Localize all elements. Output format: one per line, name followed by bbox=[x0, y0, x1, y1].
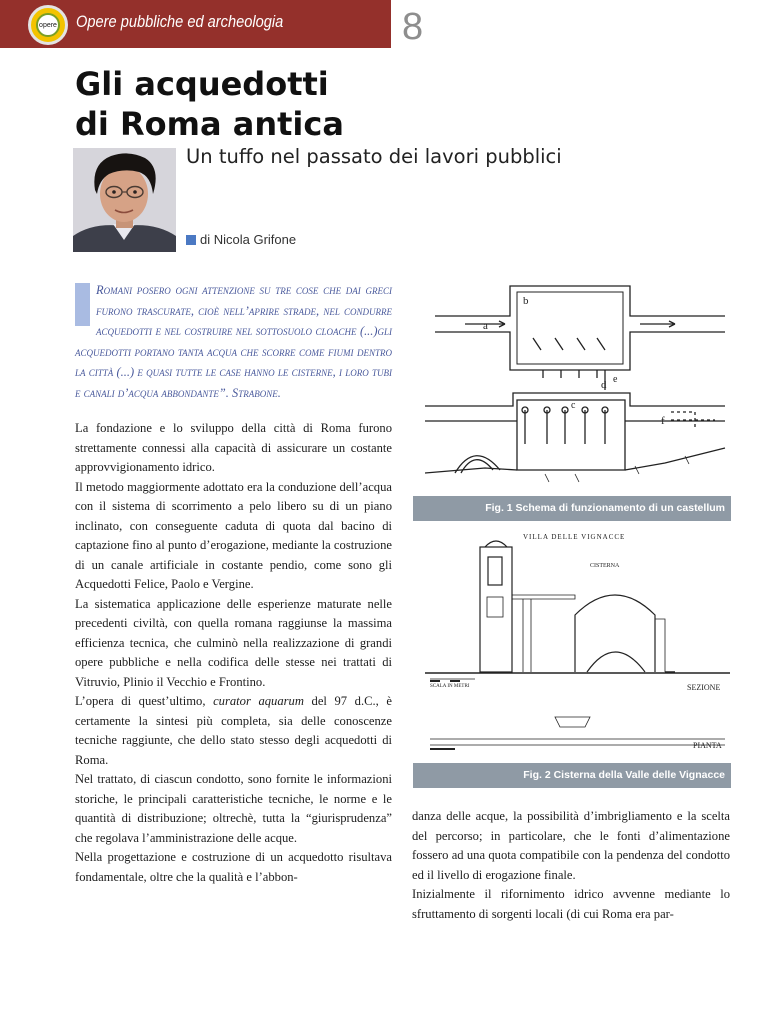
logo-text: opere bbox=[39, 21, 57, 29]
fig2-plan-label: PIANTA bbox=[693, 741, 722, 750]
author-name: di Nicola Grifone bbox=[200, 232, 297, 247]
title-line-2: di Roma antica bbox=[75, 105, 344, 143]
quote-text: Romani posero ogni attenzione su tre cose che dai greci furono trascurate, cioè nell’aprire strade, nel condurre acquedotti e nel costruire nel sottosuolo cloache (...)gli acquedotti portano tanta acqua che scorre come fiumi dentro la città (...) e quasi tutte le case hanno le cisterne, i loro tubi e canali d’acqua abbondante”. Strabone. bbox=[75, 283, 392, 400]
bullet-square-icon bbox=[186, 235, 196, 245]
figure-1-castellum-diagram bbox=[425, 278, 730, 493]
figure-1-caption: Fig. 1 Schema di funzionamento di un castellum bbox=[413, 496, 731, 521]
title-line-1: Gli acquedotti bbox=[75, 65, 329, 103]
latin-term: curator aquarum bbox=[213, 694, 304, 708]
fig1-label-c: c bbox=[571, 400, 576, 411]
fig1-label-a: a bbox=[483, 320, 488, 332]
right-column-body bbox=[412, 807, 730, 924]
figure-2-caption: Fig. 2 Cisterna della Valle delle Vignacce bbox=[413, 763, 731, 788]
paragraph: Nel trattato, di ciascun condotto, sono fornite le informazioni storiche, le principali caratteristiche tecniche, le norme e le quantità di distribuzione; oltrechè, tutta la “giurisprudenza” che regolava l’amministrazione delle acque. bbox=[75, 772, 392, 845]
fig2-section-label: SEZIONE bbox=[687, 683, 721, 692]
author-portrait-image bbox=[73, 148, 176, 252]
fig1-label-e: e bbox=[613, 374, 618, 385]
page-number: 8 bbox=[402, 6, 424, 48]
paragraph: danza delle acque, la possibilità d’imbrigliamento e la scelta del percorso; in particolare, che le fonti d’alimentazione fossero ad una quota compatibile con la pendenza del condotto ed il livello di erogazione finale. bbox=[412, 809, 730, 882]
fig1-label-b: b bbox=[523, 295, 529, 307]
section-header-bar bbox=[0, 0, 391, 48]
fig1-label-d: d bbox=[601, 379, 607, 391]
author-photo bbox=[73, 148, 176, 252]
paragraph: La sistematica applicazione delle esperienze maturate nelle precedenti civiltà, con quella romana raggiunse la massima efficienza tecnica, che culminò nella realizzazione di grandi opere pubbliche e nella codifica delle stesse nei trattati di Vitruvio, Plinio il Vecchio e Frontino. bbox=[75, 596, 392, 689]
opere-logo bbox=[28, 5, 68, 45]
fig2-title: VILLA DELLE VIGNACCE bbox=[523, 533, 626, 541]
fig2-label-cisterna: CISTERNA bbox=[590, 563, 620, 569]
article-title bbox=[75, 64, 344, 144]
paragraph: L’opera di quest’ultimo, curator aquarum del 97 d.C., è certamente la sintesi più completa, sia delle conoscenze tecniche raggiunte, che dello stato stesso degli acquedotti di Roma. bbox=[75, 694, 392, 767]
drop-cap bbox=[75, 283, 90, 326]
figure-2-cistern-diagram bbox=[425, 527, 730, 762]
paragraph: Il metodo maggiormente adottato era la conduzione dell’acqua con il sistema di scorrimento a pelo libero su di un piano inclinato, con conseguente caduta di quota dal bacino di captazione fino al punto d’erogazione, mediante la costruzione di un canale artificiale in costante pendio, come sono gli Acquedotti Felice, Paolo e Vergine. bbox=[75, 479, 392, 591]
fig2-label-scale: SCALA IN METRI bbox=[430, 684, 470, 689]
paragraph: La fondazione e lo sviluppo della città di Roma furono strettamente connessi alla capacità di assicurare un costante approvvigionamento idrico. bbox=[75, 421, 392, 474]
opening-quote bbox=[75, 280, 392, 403]
left-column-body bbox=[75, 419, 392, 887]
article-subtitle: Un tuffo nel passato dei lavori pubblici bbox=[186, 145, 562, 168]
fig1-label-f: f bbox=[661, 415, 665, 427]
paragraph: Nella progettazione e costruzione di un acquedotto risultava fondamentale, oltre che la qualità e l’abbon- bbox=[75, 850, 392, 884]
author-byline bbox=[186, 232, 296, 247]
section-title: Opere pubbliche ed archeologia bbox=[76, 12, 284, 31]
paragraph: Inizialmente il rifornimento idrico avvenne mediante lo sfruttamento di sorgenti locali (di cui Roma era par- bbox=[412, 887, 730, 921]
